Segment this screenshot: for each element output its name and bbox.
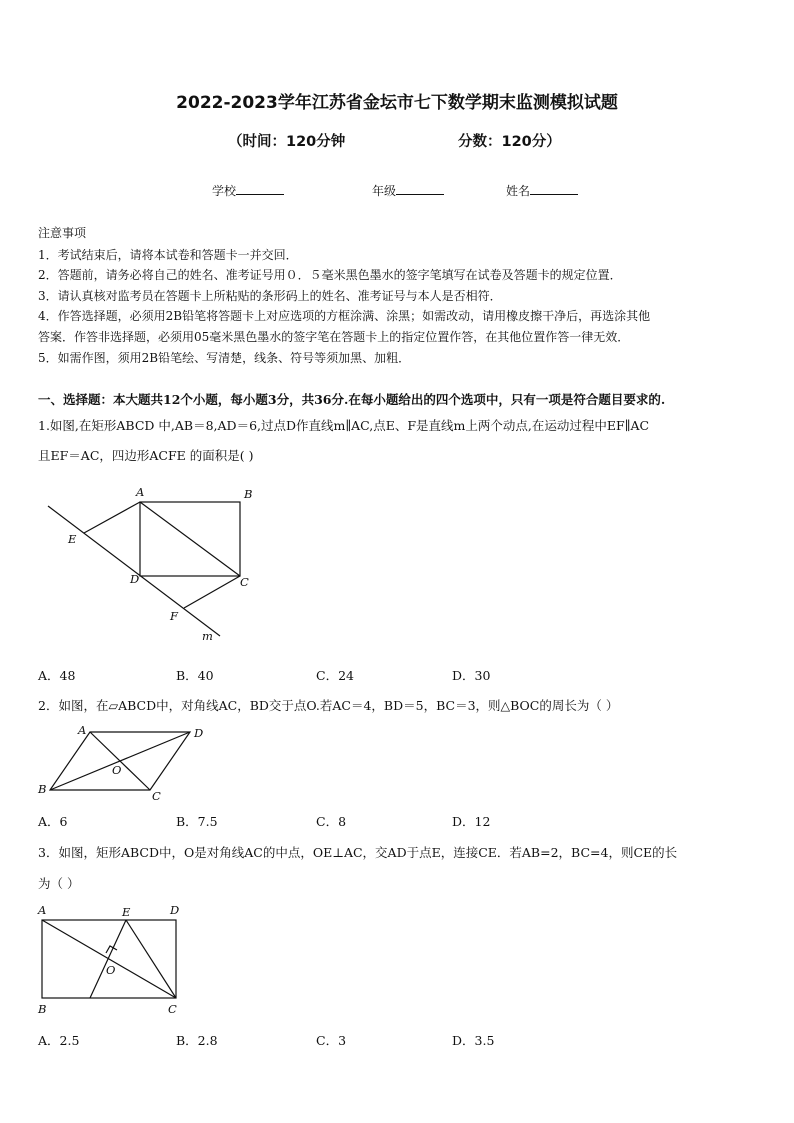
question-1-text: 1.如图,在矩形ABCD 中,AB＝8,AD＝6,过点D作直线m∥AC,点E、F是直线m上两个动点,在运动过程中EF∥AC [38,418,650,433]
question-2-text: 2．如图，在▱ABCD中，对角线AC，BD交于点O.若AC＝4，BD＝5，BC＝3，则△BOC的周长为（ ） [38,698,619,713]
question-3-text-cont: 为（ ） [38,876,80,891]
name-blank [530,183,578,195]
label-d: D [194,726,204,740]
exam-score: 分数：120分） [458,134,561,150]
label-c: C [168,1002,177,1016]
question-3-text: 3．如图，矩形ABCD中，O是对角线AC的中点，OE⊥AC，交AD于点E，连接CE．若AB=2，BC=4，则CE的长 [38,845,678,860]
question-1-text-cont: 且EF＝AC，四边形ACFE 的面积是( ) [38,448,254,463]
name-field [506,182,578,199]
line-oe-extended [90,920,126,998]
diagonal-bd [50,732,190,790]
question-1-figure [36,480,276,650]
question-1-option-c: C．24 [316,668,354,683]
label-c: C [152,789,161,803]
label-a: A [136,485,145,499]
label-b: B [38,1002,47,1016]
question-2-option-d: D．12 [452,814,491,829]
notice-line: 答案．作答非选择题，必须用05毫米黑色墨水的签字笔在答题卡上的指定位置作答，在其他位置作答一律无效． [38,330,630,344]
question-3-option-c: C．3 [316,1033,347,1048]
segment-ea [84,502,140,533]
diagonal-ac [140,502,240,576]
label-d: D [170,903,180,917]
grade-blank [396,183,444,195]
label-c: C [240,575,249,589]
label-o: O [112,763,122,777]
school-label: 学校 [212,184,237,198]
notice-line: 2．答题前，请务必将自己的姓名、准考证号用０．５毫米黑色墨水的签字笔填写在试卷及答题卡的规定位置． [38,268,622,282]
question-2-option-b: B．7.5 [176,814,218,829]
diagonal-ac [42,920,176,998]
label-b: B [38,782,47,796]
label-d: D [130,572,140,586]
notice-line: 3．请认真核对监考员在答题卡上所粘贴的条形码上的姓名、准考证号与本人是否相符． [38,289,502,303]
segment-ce [126,920,176,998]
grade-field [372,182,444,199]
label-e: E [122,905,131,919]
school-field [212,182,284,199]
line-m [48,506,220,636]
grade-label: 年级 [372,184,397,198]
question-3-option-a: A．2.5 [38,1033,80,1048]
label-a: A [38,903,47,917]
label-f: F [170,609,178,623]
page-title: 2022-2023学年江苏省金坛市七下数学期末监测模拟试题 [176,93,618,113]
notice-line: 1．考试结束后，请将本试卷和答题卡一并交回． [38,248,298,262]
question-1-option-a: A．48 [38,668,76,683]
question-3-figure [34,900,194,1022]
label-e: E [68,532,77,546]
section-heading: 一、选择题：本大题共12个小题，每小题3分，共36分.在每小题给出的四个选项中，只有一项是符合题目要求的. [38,392,666,407]
question-2-figure [36,720,226,804]
question-1-option-d: D．30 [452,668,491,683]
school-blank [236,183,284,195]
question-2-option-a: A．6 [38,814,68,829]
notice-line: 5．如需作图，须用2B铅笔绘、写清楚，线条、符号等须加黑、加粗． [38,351,411,365]
question-3-option-d: D．3.5 [452,1033,495,1048]
notice-line: 4．作答选择题，必须用2B铅笔将答题卡上对应选项的方框涂满、涂黑；如需改动，请用橡皮擦干净后，再选涂其他 [38,309,651,323]
label-a: A [78,723,87,737]
label-b: B [244,487,253,501]
name-label: 姓名 [506,184,531,198]
question-2-option-c: C．8 [316,814,347,829]
label-o: O [106,963,116,977]
exam-time: （时间：120分钟 [228,134,346,150]
segment-fc [184,576,240,608]
label-m: m [202,629,213,643]
question-3-option-b: B．2.8 [176,1033,218,1048]
question-1-option-b: B．40 [176,668,214,683]
notice-heading: 注意事项 [38,226,87,240]
